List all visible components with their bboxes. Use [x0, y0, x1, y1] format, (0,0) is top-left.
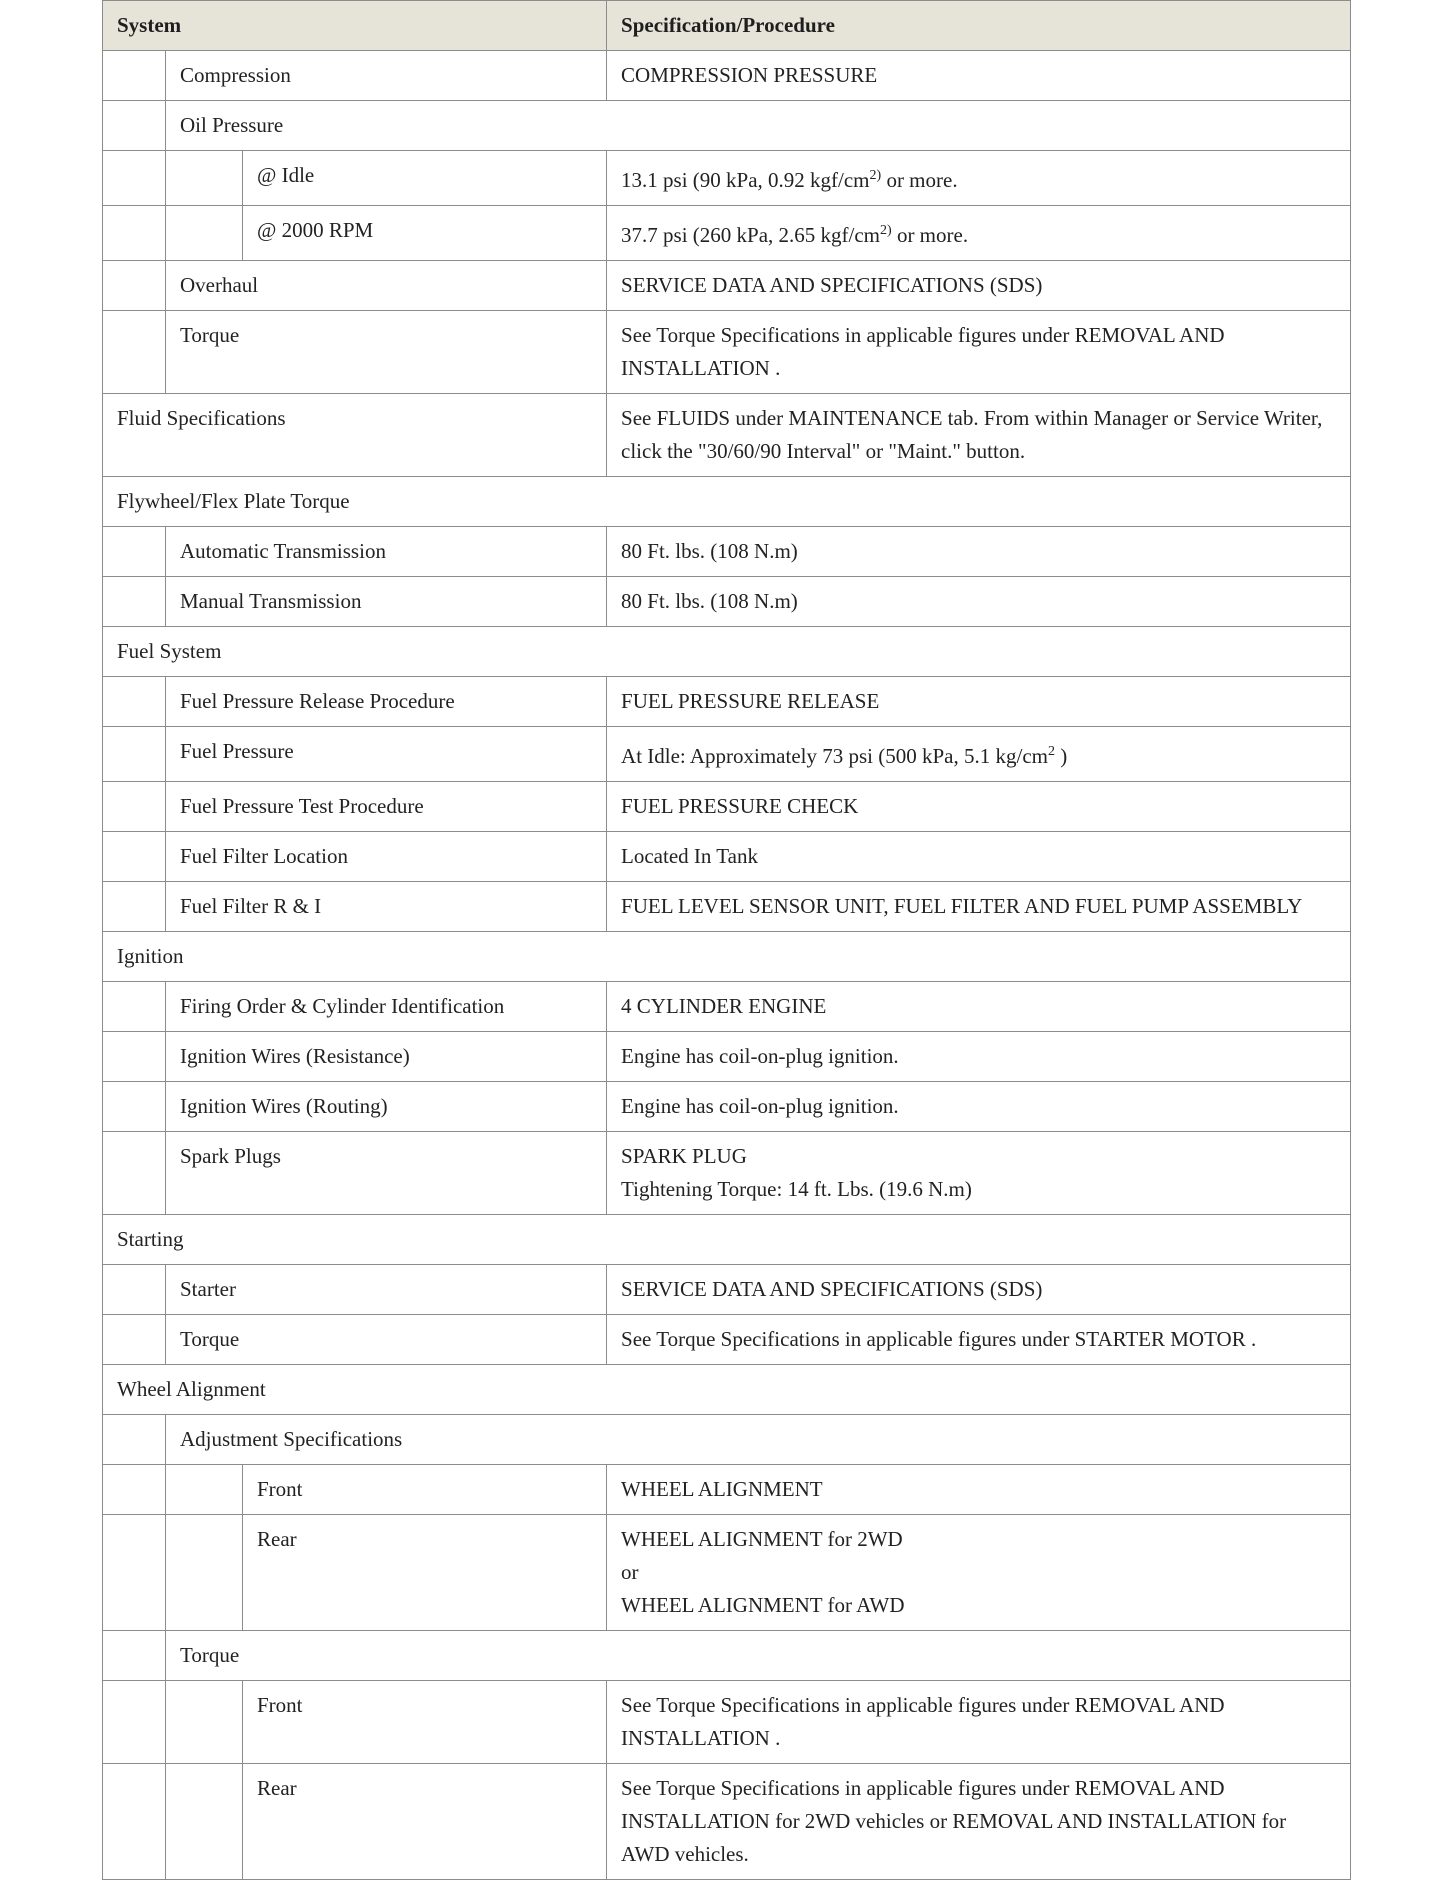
table-row	[103, 1082, 1351, 1132]
table-row	[103, 1681, 1351, 1764]
indent-cell	[103, 151, 166, 206]
table-row	[103, 932, 1351, 982]
indent-cell	[103, 982, 166, 1032]
table-row	[103, 627, 1351, 677]
table-row	[103, 527, 1351, 577]
section-label: Ignition	[103, 932, 1351, 982]
subsection-label: Adjustment Specifications	[166, 1415, 1351, 1465]
row-spec: 4 CYLINDER ENGINE	[607, 982, 1351, 1032]
indent-cell	[103, 727, 166, 782]
table-row	[103, 51, 1351, 101]
row-label: Firing Order & Cylinder Identification	[166, 982, 607, 1032]
table-row	[103, 151, 1351, 206]
table-row	[103, 982, 1351, 1032]
section-label: Fuel System	[103, 627, 1351, 677]
indent-cell	[103, 1315, 166, 1365]
row-label: Fuel Filter Location	[166, 832, 607, 882]
spec-superscript: 2	[1047, 744, 1055, 759]
indent-cell	[166, 151, 243, 206]
indent-cell	[103, 1764, 166, 1880]
table-row	[103, 727, 1351, 782]
row-spec: Located In Tank	[607, 832, 1351, 882]
row-label: Fuel Pressure Release Procedure	[166, 677, 607, 727]
row-label: Overhaul	[166, 261, 607, 311]
row-spec: See Torque Specifications in applicable figures under REMOVAL AND INSTALLATION .	[607, 1681, 1351, 1764]
row-spec: SERVICE DATA AND SPECIFICATIONS (SDS)	[607, 1265, 1351, 1315]
row-spec: WHEEL ALIGNMENT	[607, 1465, 1351, 1515]
row-label: Front	[243, 1681, 607, 1764]
row-spec: See Torque Specifications in applicable figures under REMOVAL AND INSTALLATION .	[607, 311, 1351, 394]
spec-text-suffix: or more.	[891, 223, 969, 247]
indent-cell	[103, 1132, 166, 1215]
spec-text: 13.1 psi (90 kPa, 0.92 kgf/cm	[621, 168, 870, 192]
table-row	[103, 832, 1351, 882]
header-specification: Specification/Procedure	[607, 1, 1351, 51]
row-label: Automatic Transmission	[166, 527, 607, 577]
section-label: Starting	[103, 1215, 1351, 1265]
row-spec	[607, 727, 1351, 782]
spec-text: 37.7 psi (260 kPa, 2.65 kgf/cm	[621, 223, 881, 247]
row-spec: Engine has coil-on-plug ignition.	[607, 1082, 1351, 1132]
table-row	[103, 394, 1351, 477]
indent-cell	[166, 1764, 243, 1880]
spec-line: SPARK PLUG	[621, 1144, 747, 1168]
table-row	[103, 882, 1351, 932]
table-row	[103, 577, 1351, 627]
row-label: Torque	[166, 311, 607, 394]
indent-cell	[103, 261, 166, 311]
row-label: Starter	[166, 1265, 607, 1315]
subsection-label: Oil Pressure	[166, 101, 1351, 151]
row-spec: See Torque Specifications in applicable figures under STARTER MOTOR .	[607, 1315, 1351, 1365]
row-spec: SERVICE DATA AND SPECIFICATIONS (SDS)	[607, 261, 1351, 311]
indent-cell	[103, 832, 166, 882]
table-row	[103, 677, 1351, 727]
row-spec	[607, 206, 1351, 261]
indent-cell	[103, 1631, 166, 1681]
table-row	[103, 1315, 1351, 1365]
table-row	[103, 477, 1351, 527]
row-spec	[607, 151, 1351, 206]
table-row	[103, 1215, 1351, 1265]
indent-cell	[103, 1465, 166, 1515]
row-spec: 80 Ft. lbs. (108 N.m)	[607, 527, 1351, 577]
indent-cell	[103, 101, 166, 151]
indent-cell	[103, 1082, 166, 1132]
table-row	[103, 1365, 1351, 1415]
row-label: Fuel Filter R & I	[166, 882, 607, 932]
indent-cell	[103, 1032, 166, 1082]
table-row	[103, 261, 1351, 311]
row-label: @ Idle	[243, 151, 607, 206]
indent-cell	[166, 1465, 243, 1515]
row-label: Spark Plugs	[166, 1132, 607, 1215]
indent-cell	[166, 1681, 243, 1764]
table-row	[103, 1764, 1351, 1880]
row-label: Rear	[243, 1764, 607, 1880]
indent-cell	[103, 1515, 166, 1631]
table-row	[103, 311, 1351, 394]
table-row	[103, 1032, 1351, 1082]
row-spec	[607, 1132, 1351, 1215]
table-row	[103, 782, 1351, 832]
row-label: Ignition Wires (Routing)	[166, 1082, 607, 1132]
row-label: Ignition Wires (Resistance)	[166, 1032, 607, 1082]
row-label: Fuel Pressure	[166, 727, 607, 782]
row-label: Rear	[243, 1515, 607, 1631]
indent-cell	[103, 51, 166, 101]
row-spec: COMPRESSION PRESSURE	[607, 51, 1351, 101]
row-spec: FUEL LEVEL SENSOR UNIT, FUEL FILTER AND FUEL PUMP ASSEMBLY	[607, 882, 1351, 932]
spec-line: WHEEL ALIGNMENT for 2WD	[621, 1527, 903, 1551]
table-row	[103, 206, 1351, 261]
row-label: Manual Transmission	[166, 577, 607, 627]
indent-cell	[103, 677, 166, 727]
row-label: Torque	[166, 1315, 607, 1365]
row-spec	[607, 1515, 1351, 1631]
subsection-label: Torque	[166, 1631, 1351, 1681]
spec-line: WHEEL ALIGNMENT for AWD	[621, 1593, 905, 1617]
indent-cell	[103, 1415, 166, 1465]
section-label: Flywheel/Flex Plate Torque	[103, 477, 1351, 527]
indent-cell	[166, 206, 243, 261]
row-label: Fluid Specifications	[103, 394, 607, 477]
table-header-row	[103, 1, 1351, 51]
row-spec: 80 Ft. lbs. (108 N.m)	[607, 577, 1351, 627]
spec-text: At Idle: Approximately 73 psi (500 kPa, 5.1 kg/cm	[621, 744, 1048, 768]
table-row	[103, 1465, 1351, 1515]
table-row	[103, 1515, 1351, 1631]
spec-text-suffix: or more.	[881, 168, 958, 192]
row-spec: FUEL PRESSURE RELEASE	[607, 677, 1351, 727]
table-row	[103, 1631, 1351, 1681]
section-label: Wheel Alignment	[103, 1365, 1351, 1415]
indent-cell	[103, 311, 166, 394]
spec-line: Tightening Torque: 14 ft. Lbs. (19.6 N.m)	[621, 1177, 972, 1201]
indent-cell	[103, 1681, 166, 1764]
table-row	[103, 1132, 1351, 1215]
header-system: System	[103, 1, 607, 51]
indent-cell	[103, 1265, 166, 1315]
indent-cell	[103, 527, 166, 577]
indent-cell	[103, 782, 166, 832]
specifications-table	[102, 0, 1351, 1880]
row-label: Fuel Pressure Test Procedure	[166, 782, 607, 832]
spec-line: or	[621, 1560, 639, 1584]
table-row	[103, 1265, 1351, 1315]
indent-cell	[103, 577, 166, 627]
indent-cell	[166, 1515, 243, 1631]
indent-cell	[103, 206, 166, 261]
spec-superscript: 2)	[869, 168, 882, 183]
row-spec: See Torque Specifications in applicable figures under REMOVAL AND INSTALLATION for 2WD vehicles or REMOVAL AND INSTALLATION for AWD vehicles.	[607, 1764, 1351, 1880]
row-label: @ 2000 RPM	[243, 206, 607, 261]
spec-text-suffix: )	[1054, 744, 1068, 768]
indent-cell	[103, 882, 166, 932]
row-spec: FUEL PRESSURE CHECK	[607, 782, 1351, 832]
row-label: Front	[243, 1465, 607, 1515]
row-spec: See FLUIDS under MAINTENANCE tab. From within Manager or Service Writer, click the "30/60/90 Interval" or "Maint." button.	[607, 394, 1351, 477]
spec-superscript: 2)	[880, 223, 892, 238]
table-row	[103, 1415, 1351, 1465]
row-label: Compression	[166, 51, 607, 101]
row-spec: Engine has coil-on-plug ignition.	[607, 1032, 1351, 1082]
table-row	[103, 101, 1351, 151]
